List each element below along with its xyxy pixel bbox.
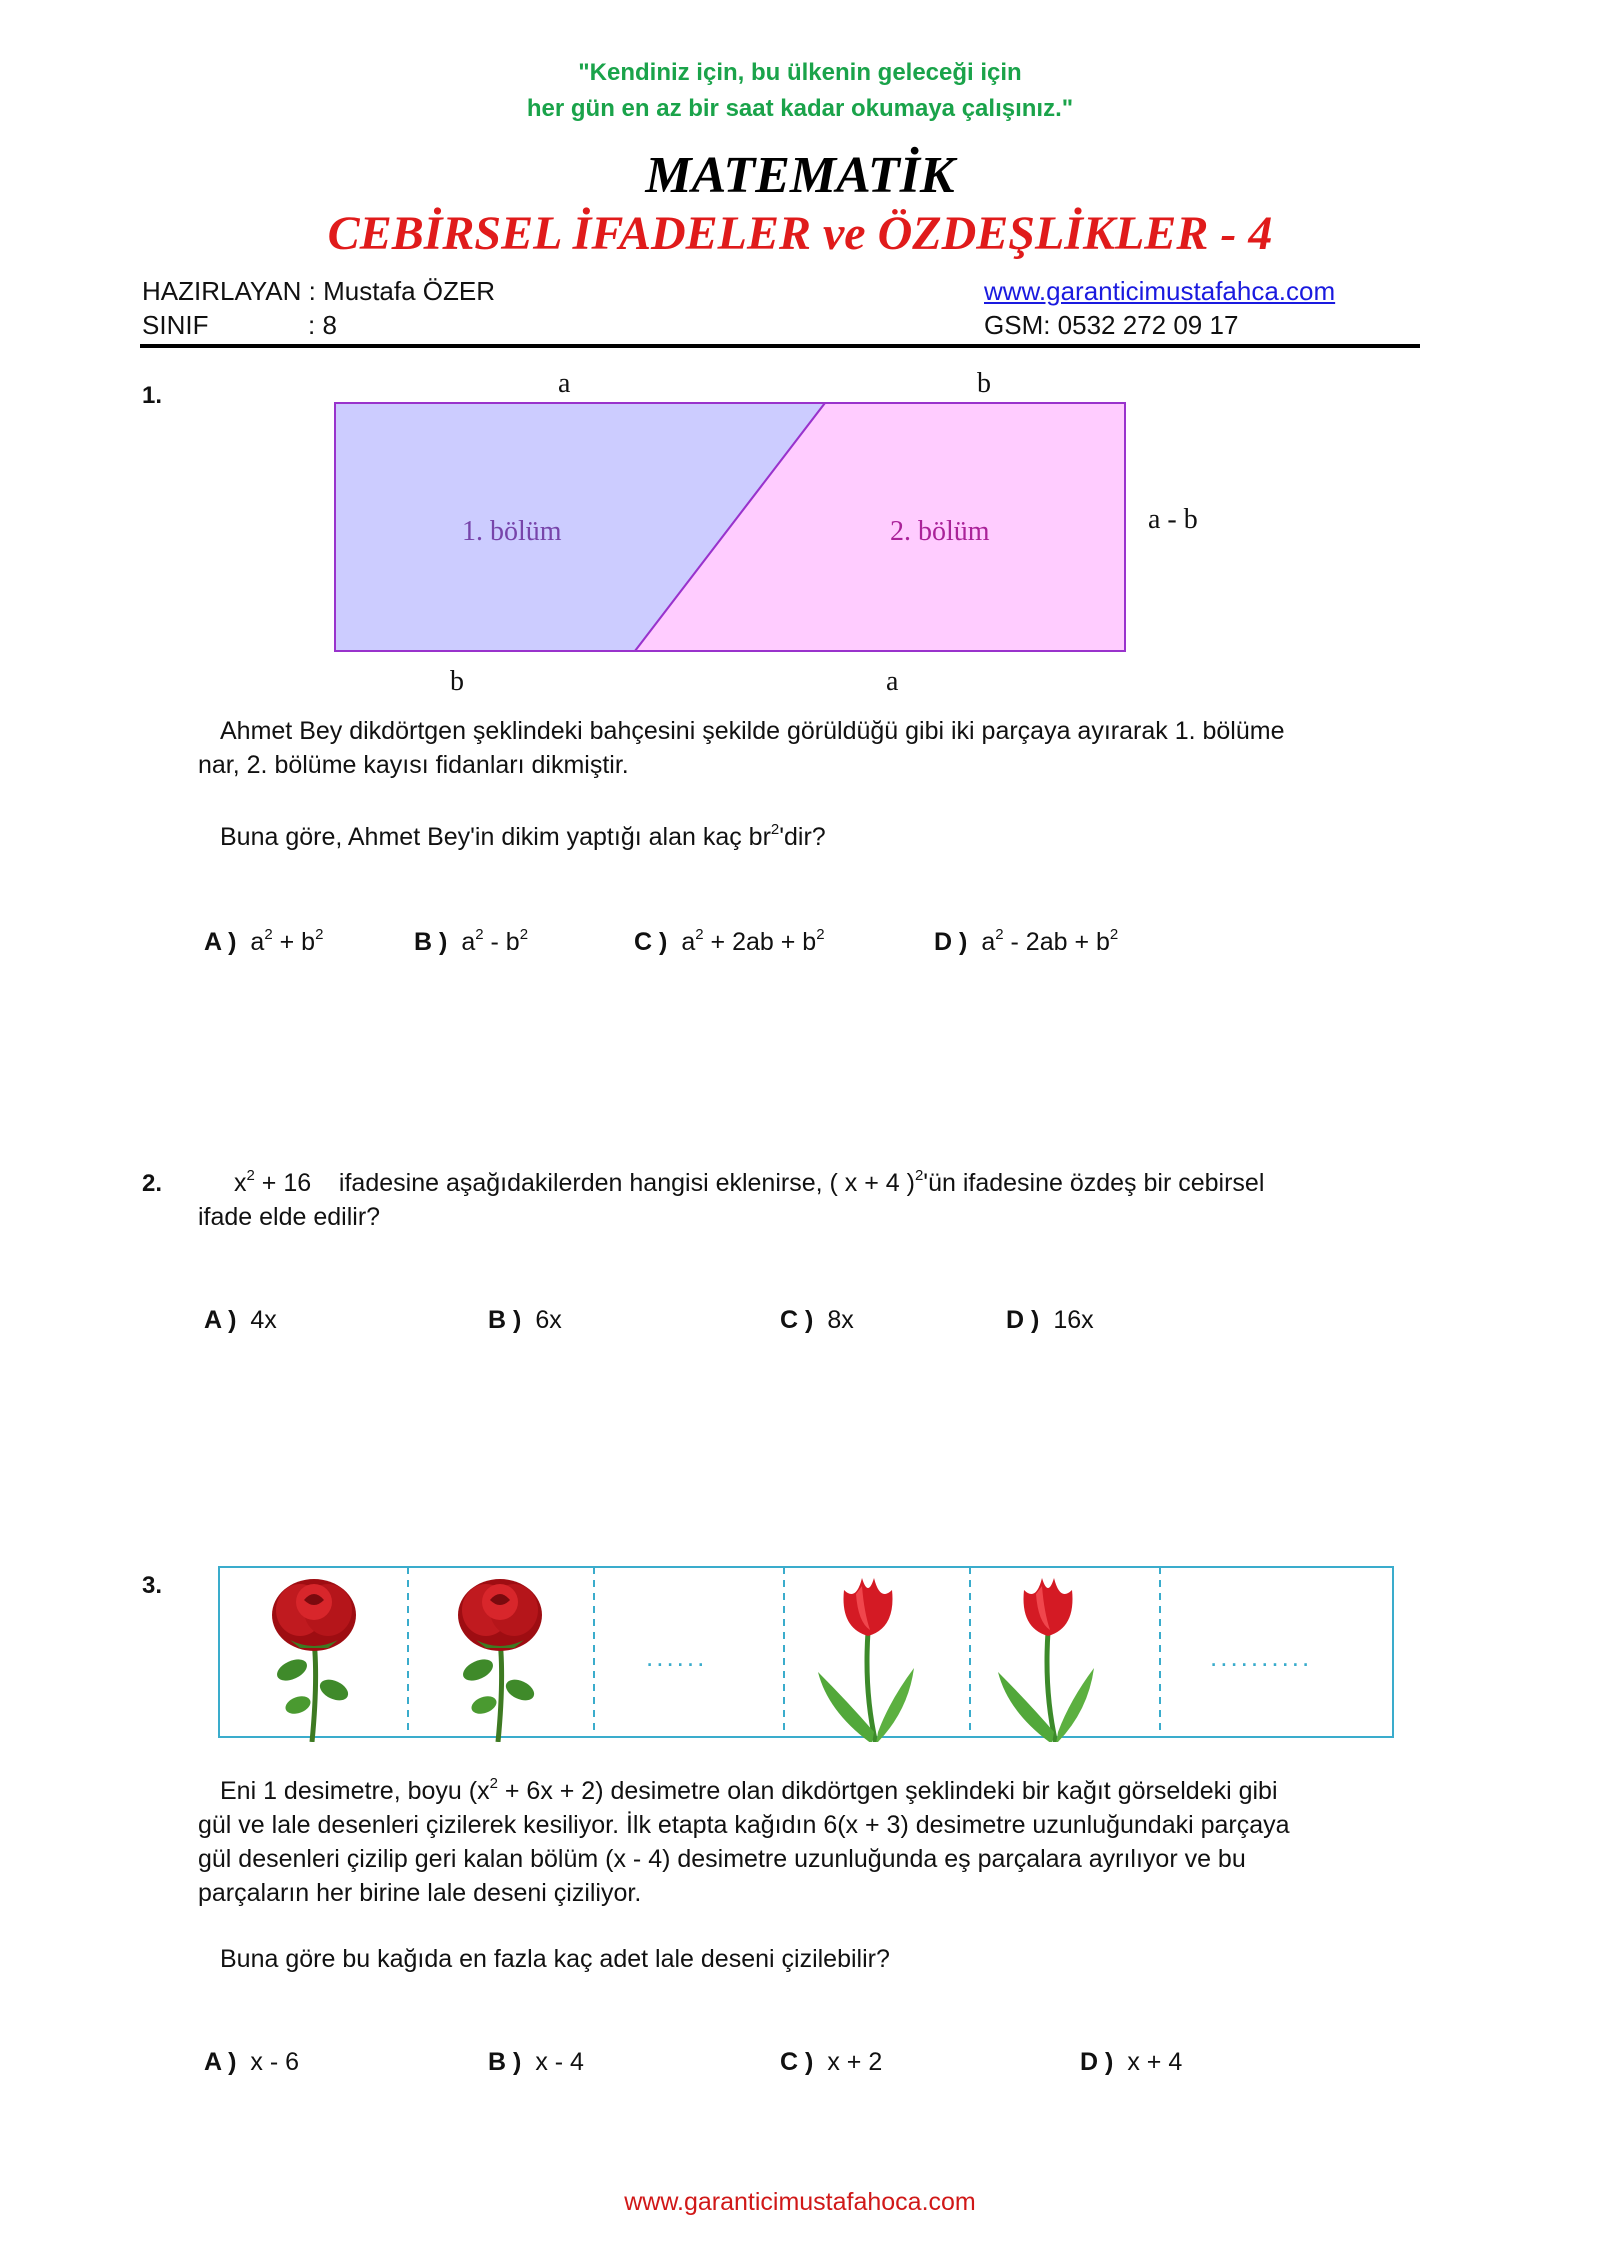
q2-option-d[interactable]: D ) 16x bbox=[1006, 1306, 1094, 1334]
flower-strip bbox=[218, 1566, 1398, 1742]
q3-option-a[interactable]: A ) x - 6 bbox=[204, 2048, 300, 2076]
q2-text-line-1: $x^2 + 16$ ifadesine aşağıdakilerden hangisi eklenirse, ( x + 4 )$^2$'ün ifadesine özdeş bir cebirsel bbox=[234, 1167, 1265, 1197]
topic-title: CEBİRSEL İFADELER ve ÖZDEŞLİKLER - 4 bbox=[327, 207, 1273, 260]
label-top-a: a bbox=[558, 368, 571, 399]
footer-website[interactable]: www.garanticimustafahoca.com bbox=[624, 2188, 976, 2216]
subject-title: MATEMATİK bbox=[645, 147, 955, 204]
part-2-label: 2. bölüm bbox=[890, 516, 990, 547]
q1-text-line-2: nar, 2. bölüme kayısı fidanları dikmiştir. bbox=[198, 751, 629, 779]
q2-option-b[interactable]: B ) 6x bbox=[488, 1306, 562, 1334]
class-label: SINIF bbox=[142, 310, 209, 340]
q3-option-c[interactable]: C ) x + 2 bbox=[780, 2048, 883, 2076]
motto-line-2: her gün en az bir saat kadar okumaya çalışınız." bbox=[526, 95, 1074, 122]
motto-line-1: "Kendiniz için, bu ülkenin geleceği için bbox=[578, 59, 1022, 86]
q1-option-c[interactable]: C ) $a^2 + 2ab + b^2$ bbox=[634, 926, 825, 956]
author-label: HAZIRLAYAN : Mustafa ÖZER bbox=[142, 276, 496, 306]
q2-option-a[interactable]: A ) 4x bbox=[204, 1306, 277, 1334]
strip-dots-2: .......... bbox=[1210, 1642, 1313, 1672]
q2-option-c[interactable]: C ) 8x bbox=[780, 1306, 854, 1334]
q3-text-line-4: parçaların her birine lale deseni çiziliyor. bbox=[198, 1879, 642, 1907]
question-3-number: 3. bbox=[142, 1572, 163, 1599]
garden-diagram bbox=[300, 360, 1260, 700]
label-bottom-a: a bbox=[886, 666, 899, 697]
class-value: : 8 bbox=[308, 310, 337, 340]
q1-option-b[interactable]: B ) $a^2 - b^2$ bbox=[414, 926, 529, 956]
q3-text-line-1: Eni 1 desimetre, boyu $(x^2 + 6x + 2)$ desimetre olan dikdörtgen şeklindeki bir kağıt görseldeki gibi bbox=[220, 1775, 1278, 1805]
question-1-number: 1. bbox=[142, 382, 163, 409]
q1-question: Buna göre, Ahmet Bey'in dikim yaptığı alan kaç $br^2'dir$? bbox=[220, 821, 826, 851]
part-1-label: 1. bölüm bbox=[462, 516, 562, 547]
phone-number: GSM: 0532 272 09 17 bbox=[984, 310, 1239, 340]
q3-option-b[interactable]: B ) x - 4 bbox=[488, 2048, 584, 2076]
q1-text-line-1: Ahmet Bey dikdörtgen şeklindeki bahçesini şekilde görüldüğü gibi iki parçaya ayırarak 1. bölüme bbox=[220, 717, 1285, 745]
website-link[interactable]: www.garanticimustafahca.com bbox=[984, 276, 1336, 306]
q3-text-line-2: gül ve lale desenleri çizilerek kesiliyor. İlk etapta kağıdın 6(x + 3) desimetre uzunluğundaki parçaya bbox=[198, 1811, 1290, 1839]
q2-text-line-2: ifade elde edilir? bbox=[198, 1203, 381, 1231]
label-right: a - b bbox=[1148, 504, 1198, 535]
q3-text-line-3: gül desenleri çizilip geri kalan bölüm (x - 4) desimetre uzunluğunda eş parçalara ayrılıyor ve bu bbox=[198, 1845, 1246, 1873]
strip-dots-1: ...... bbox=[646, 1642, 708, 1672]
q1-option-d[interactable]: D ) $a^2 - 2ab + b^2$ bbox=[934, 926, 1119, 956]
header-divider bbox=[140, 344, 1420, 348]
label-top-b: b bbox=[977, 368, 991, 399]
q3-option-d[interactable]: D ) x + 4 bbox=[1080, 2048, 1183, 2076]
q3-question: Buna göre bu kağıda en fazla kaç adet lale deseni çizilebilir? bbox=[220, 1945, 890, 1973]
label-bottom-b: b bbox=[450, 666, 464, 697]
question-2-number: 2. bbox=[142, 1170, 163, 1197]
q1-option-a[interactable]: A ) $a^2 + b^2$ bbox=[204, 926, 324, 956]
